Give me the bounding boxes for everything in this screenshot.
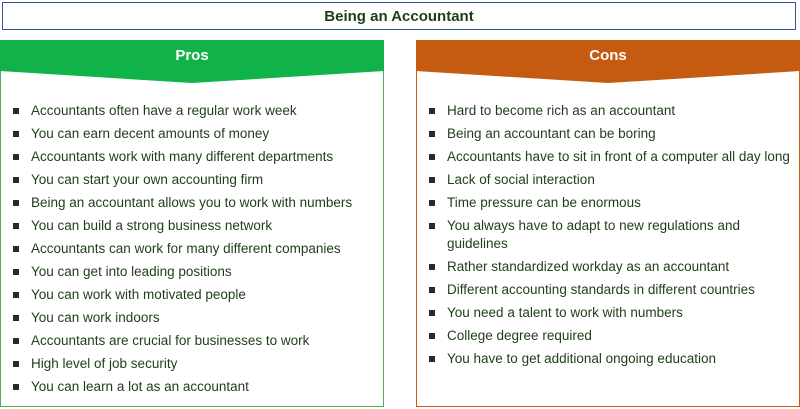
list-item: You can start your own accounting firm xyxy=(13,171,375,189)
bullet-icon xyxy=(13,177,19,183)
pros-chevron-shape xyxy=(0,70,384,84)
bullet-icon xyxy=(429,333,435,339)
bullet-icon xyxy=(13,108,19,114)
bullet-icon xyxy=(429,108,435,114)
bullet-icon xyxy=(429,223,435,229)
bullet-icon xyxy=(429,154,435,160)
bullet-icon xyxy=(429,200,435,206)
list-item: Different accounting standards in different countries xyxy=(429,281,791,299)
pros-panel xyxy=(0,70,384,407)
list-item: Accountants have to sit in front of a computer all day long xyxy=(429,148,791,166)
cons-header: Cons xyxy=(416,40,800,70)
page-title: Being an Accountant xyxy=(2,2,796,30)
list-item: Accountants can work for many different companies xyxy=(13,240,375,258)
bullet-icon xyxy=(13,154,19,160)
list-item: You can work with motivated people xyxy=(13,286,375,304)
list-item: You always have to adapt to new regulations and guidelines xyxy=(429,217,791,253)
list-item: Being an accountant allows you to work with numbers xyxy=(13,194,375,212)
bullet-icon xyxy=(13,131,19,137)
bullet-icon xyxy=(13,200,19,206)
list-item: You can earn decent amounts of money xyxy=(13,125,375,143)
bullet-icon xyxy=(13,338,19,344)
list-item: You can get into leading positions xyxy=(13,263,375,281)
bullet-icon xyxy=(13,361,19,367)
bullet-icon xyxy=(13,246,19,252)
list-item: You can learn a lot as an accountant xyxy=(13,378,375,396)
bullet-icon xyxy=(13,384,19,390)
bullet-icon xyxy=(13,223,19,229)
list-item: Rather standardized workday as an accountant xyxy=(429,258,791,276)
pros-list xyxy=(13,102,375,401)
bullet-icon xyxy=(429,264,435,270)
bullet-icon xyxy=(13,315,19,321)
list-item: You can build a strong business network xyxy=(13,217,375,235)
bullet-icon xyxy=(429,310,435,316)
bullet-icon xyxy=(13,292,19,298)
bullet-icon xyxy=(429,131,435,137)
list-item: You need a talent to work with numbers xyxy=(429,304,791,322)
bullet-icon xyxy=(429,356,435,362)
cons-list xyxy=(429,102,791,373)
list-item: You have to get additional ongoing education xyxy=(429,350,791,368)
bullet-icon xyxy=(429,177,435,183)
list-item: College degree required xyxy=(429,327,791,345)
list-item: Time pressure can be enormous xyxy=(429,194,791,212)
list-item: High level of job security xyxy=(13,355,375,373)
cons-chevron-shape xyxy=(416,70,800,84)
bullet-icon xyxy=(13,269,19,275)
bullet-icon xyxy=(429,287,435,293)
list-item: Accountants are crucial for businesses to work xyxy=(13,332,375,350)
list-item: You can work indoors xyxy=(13,309,375,327)
cons-panel xyxy=(416,70,800,407)
list-item: Accountants work with many different departments xyxy=(13,148,375,166)
list-item: Being an accountant can be boring xyxy=(429,125,791,143)
pros-header: Pros xyxy=(0,40,384,70)
list-item: Lack of social interaction xyxy=(429,171,791,189)
list-item: Hard to become rich as an accountant xyxy=(429,102,791,120)
list-item: Accountants often have a regular work week xyxy=(13,102,375,120)
